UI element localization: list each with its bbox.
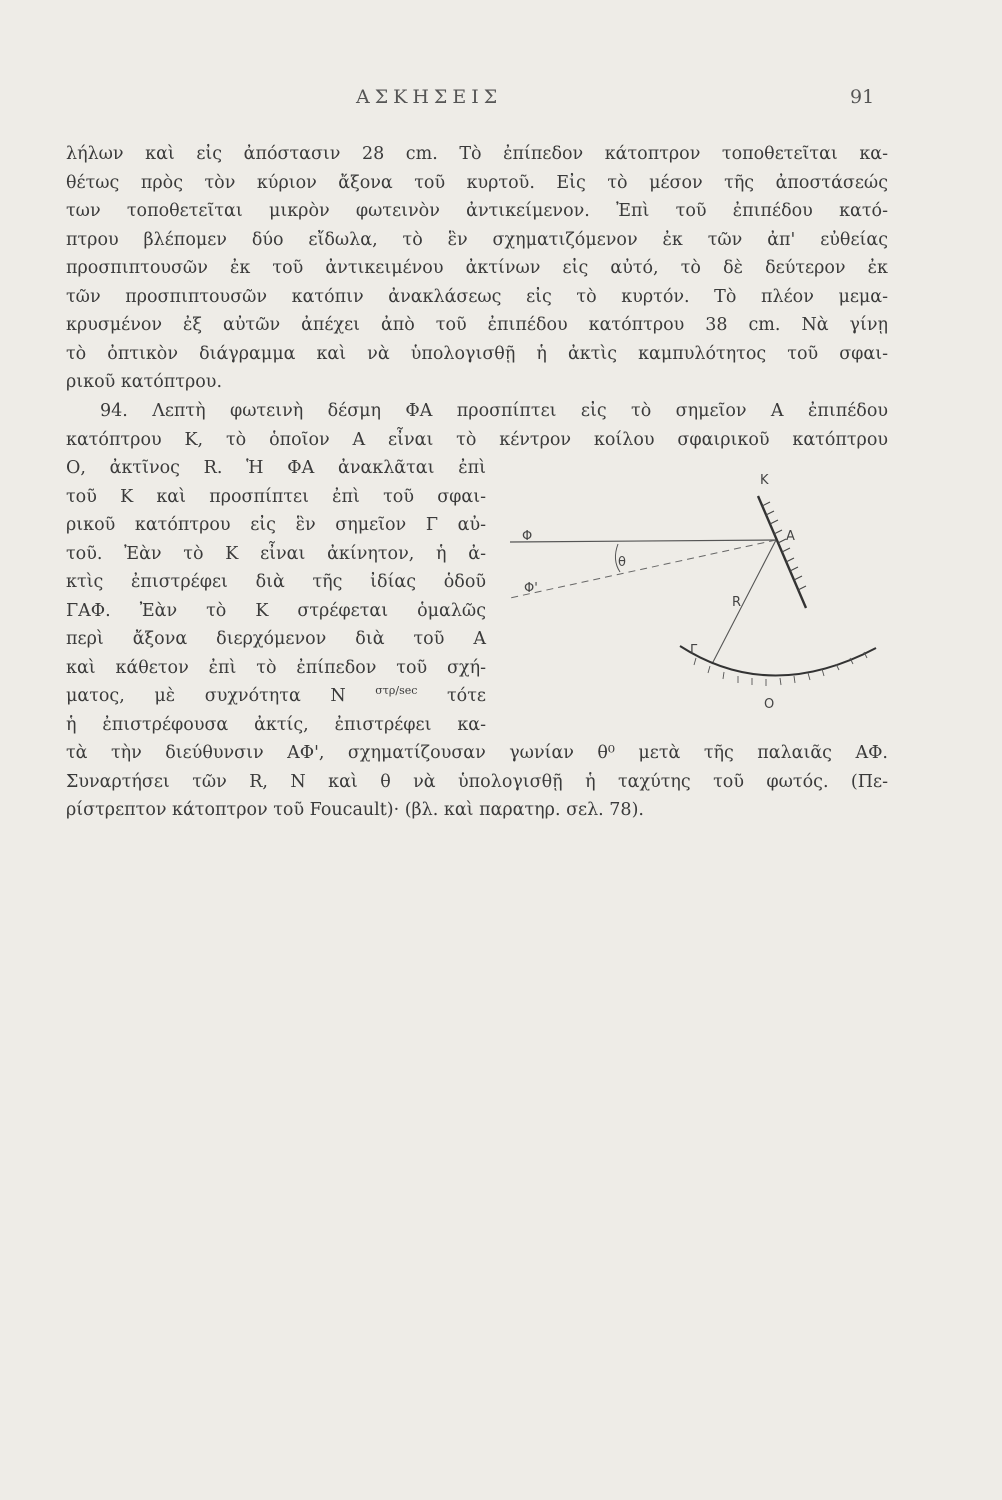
foucault-mirror-diagram (500, 468, 900, 718)
text-line: τὸ ὀπτικὸν διάγραμμα καὶ νὰ ὑπολογισθῇ ἡ ἀκτὶς καμπυλότητος τοῦ σφαι- (66, 343, 888, 364)
text-line: τὰ τὴν διεύθυνσιν ΑΦ', σχηματίζουσαν γωνίαν θ⁰ μετὰ τῆς παλαιᾶς ΑΦ. (66, 743, 888, 763)
text-line: ρικοῦ κατόπτρου. (66, 372, 223, 392)
text-line: ρίστρεπτον κάτοπτρον τοῦ Foucault)· (βλ. καὶ παρατηρ. σελ. 78). (66, 800, 644, 820)
text-line: τοῦ Κ καὶ προσπίπτει ἐπὶ τοῦ σφαι- (66, 486, 486, 507)
text-line: κατόπτρου Κ, τὸ ὁποῖον Α εἶναι τὸ κέντρον κοίλου σφαιρικοῦ κατόπτρου (66, 429, 888, 450)
text-line: ρικοῦ κατόπτρου εἰς ἓν σημεῖον Γ αὐ- (66, 515, 486, 535)
text-line: προσπιπτουσῶν ἐκ τοῦ ἀντικειμένου ἀκτίνων εἰς αὐτό, τὸ δὲ δεύτερον ἐκ (66, 258, 888, 278)
radius-line (712, 540, 776, 664)
text-line: τῶν προσπιπτουσῶν κατόπιν ἀνακλάσεως εἰς τὸ κυρτόν. Τὸ πλέον μεμα- (66, 286, 888, 307)
label-theta: θ (618, 555, 626, 570)
text-line: των τοποθετεῖται μικρὸν φωτεινὸν ἀντικείμενον. Ἐπὶ τοῦ ἐπιπέδου κατό- (66, 201, 888, 221)
text-line: Συναρτήσει τῶν R, N καὶ θ νὰ ὑπολογισθῇ ἡ ταχύτης τοῦ φωτός. (Πε- (66, 771, 888, 792)
label-gamma: Γ (690, 643, 698, 658)
text-line: ΓΑΦ. Ἐὰν τὸ Κ στρέφεται ὁμαλῶς (66, 600, 486, 621)
concave-mirror-hatching (694, 652, 867, 686)
returning-ray (510, 540, 776, 598)
text-line: Ο, ἀκτῖνος R. Ἡ ΦΑ ἀνακλᾶται ἐπὶ (66, 458, 486, 478)
label-a: A (786, 529, 795, 544)
line-text-before: ματος, μὲ συχνότητα N (66, 686, 346, 706)
text-line: κρυσμένον ἐξ αὐτῶν ἀπέχει ἀπὸ τοῦ ἐπιπέδου κατόπτρου 38 cm. Νὰ γίνῃ (66, 315, 888, 335)
text-line: τοῦ. Ἐὰν τὸ Κ εἶναι ἀκίνητον, ἡ ἀ- (66, 543, 486, 564)
label-phi-prime: Φ' (524, 581, 538, 596)
text-line: περὶ ἄξονα διερχόμενον διὰ τοῦ Α (66, 629, 486, 649)
text-line: κτὶς ἐπιστρέφει διὰ τῆς ἰδίας ὁδοῦ (66, 572, 486, 592)
running-head: ΑΣΚΗΣΕΙΣ (356, 86, 503, 108)
mirror-hatching (762, 502, 806, 590)
text-line-with-unit (66, 682, 486, 711)
label-r: R (732, 595, 742, 610)
label-phi: Φ (522, 529, 533, 544)
incident-ray (510, 540, 776, 542)
text-line: λήλων καὶ εἰς ἀπόστασιν 28 cm. Τὸ ἐπίπεδον κάτοπτρον τοποθετεῖται κα- (66, 144, 888, 164)
page-number: 91 (850, 86, 875, 108)
problem-94-first-line: 94. Λεπτὴ φωτεινὴ δέσμη ΦΑ προσπίπτει εἰς τὸ σημεῖον Α ἐπιπέδου (100, 401, 888, 421)
line-text-after: τότε (447, 686, 486, 706)
label-o: O (764, 697, 775, 712)
foucault-mirror-figure (500, 468, 900, 718)
text-line: καὶ κάθετον ἐπὶ τὸ ἐπίπεδον τοῦ σχή- (66, 657, 486, 678)
concave-mirror (680, 646, 876, 676)
problem-93-continuation (66, 140, 888, 397)
text-line: θέτως πρὸς τὸν κύριον ἄξονα τοῦ κυρτοῦ. Εἰς τὸ μέσον τῆς ἀποστάσεώς (66, 172, 888, 193)
label-k: K (760, 473, 769, 488)
text-line: πτρου βλέπομεν δύο εἴδωλα, τὸ ἓν σχηματιζόμενον ἐκ τῶν ἀπ' εὐθείας (66, 229, 888, 250)
text-line: ἡ ἐπιστρέφουσα ἀκτίς, ἐπιστρέφει κα- (66, 714, 486, 735)
unit-superscript: στρ/sec (375, 684, 418, 698)
